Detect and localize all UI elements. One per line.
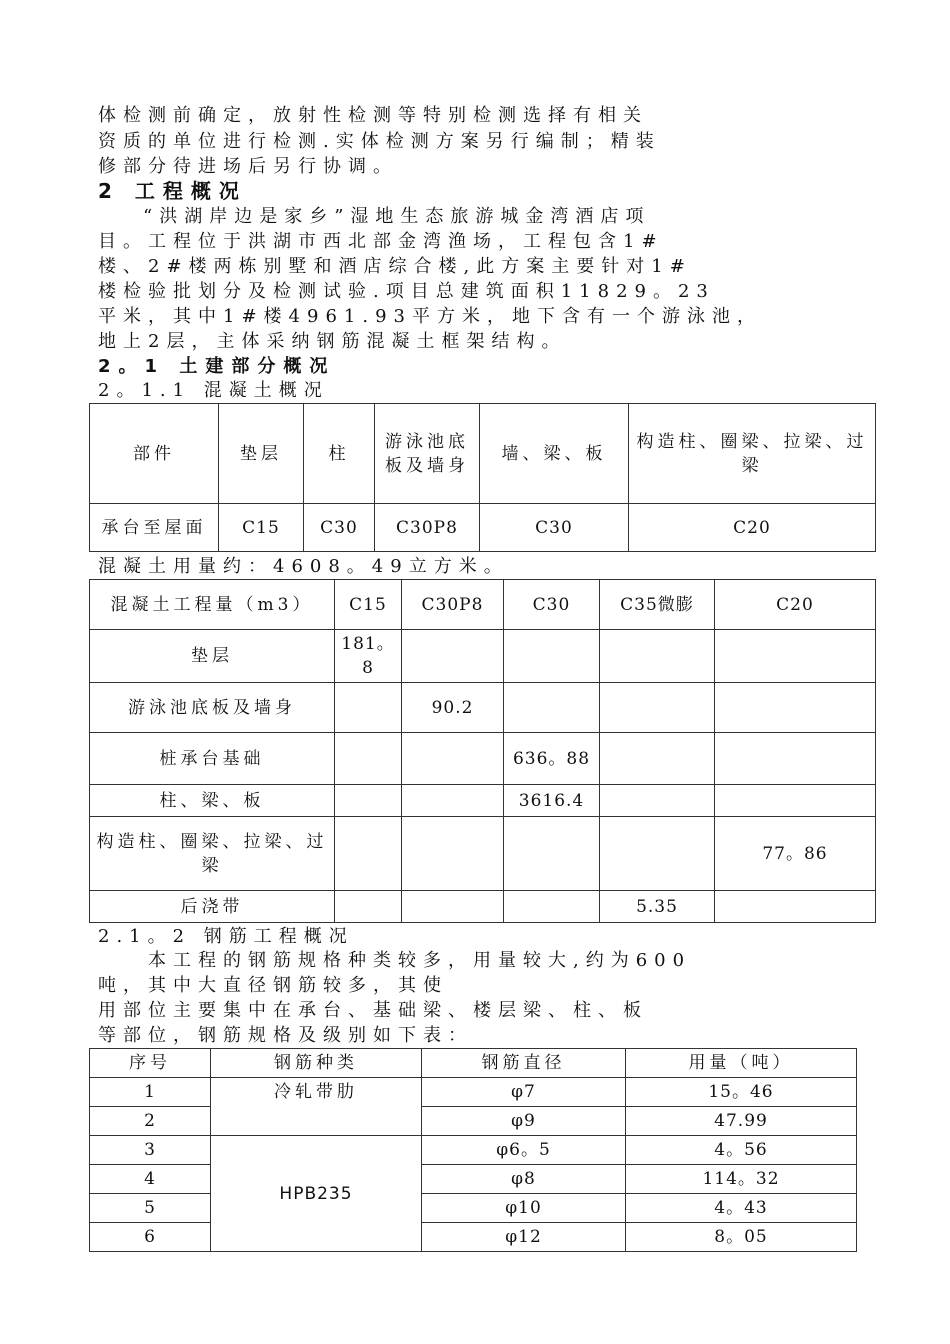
quantity-cell: 15。46 bbox=[626, 1078, 857, 1107]
intro-line-2: 资质的单位进行检测.实体检测方案另行编制；精装 bbox=[98, 131, 661, 152]
header-cell: 用量（吨） bbox=[626, 1049, 857, 1078]
section-2-1-1-title: 2。1.1 混凝土概况 bbox=[98, 380, 329, 401]
concrete-grade-table bbox=[89, 403, 876, 552]
header-cell: 垫层 bbox=[219, 404, 304, 504]
row-label: 桩承台基础 bbox=[90, 733, 335, 785]
table-row bbox=[90, 504, 876, 552]
rebar-line-1: 本工程的钢筋规格种类较多，用量较大,约为600 bbox=[148, 950, 692, 971]
table-cell bbox=[600, 785, 715, 817]
table-cell bbox=[504, 891, 600, 923]
intro-line-3: 修部分待进场后另行协调。 bbox=[98, 156, 398, 177]
table-cell: C15 bbox=[219, 504, 304, 552]
diameter-cell: φ6。5 bbox=[422, 1136, 626, 1165]
table-cell: 181。8 bbox=[335, 630, 402, 683]
table-cell bbox=[402, 733, 504, 785]
table-row bbox=[90, 733, 876, 785]
table-cell bbox=[715, 785, 876, 817]
header-cell: 序号 bbox=[90, 1049, 211, 1078]
concrete-quantity-table bbox=[89, 579, 876, 923]
table-cell: C30 bbox=[480, 504, 629, 552]
table-cell bbox=[335, 733, 402, 785]
quantity-cell: 114。32 bbox=[626, 1165, 857, 1194]
row-number: 2 bbox=[90, 1107, 211, 1136]
header-cell: 墙、梁、板 bbox=[480, 404, 629, 504]
row-number: 3 bbox=[90, 1136, 211, 1165]
diameter-cell: φ7 bbox=[422, 1078, 626, 1107]
table-cell bbox=[715, 683, 876, 733]
table-row bbox=[90, 1194, 857, 1223]
header-cell: C20 bbox=[715, 580, 876, 630]
row-label: 游泳池底板及墙身 bbox=[90, 683, 335, 733]
row-number: 1 bbox=[90, 1078, 211, 1107]
diameter-cell: φ12 bbox=[422, 1223, 626, 1252]
overview-line-3: 楼、2#楼两栋别墅和酒店综合楼,此方案主要针对1# bbox=[98, 256, 692, 277]
table-header-row bbox=[90, 1049, 857, 1078]
table-cell bbox=[600, 733, 715, 785]
section-2-title: 2 工程概况 bbox=[98, 179, 247, 203]
intro-line-1: 体检测前确定，放射性检测等特别检测选择有相关 bbox=[98, 105, 648, 126]
row-label: 柱、梁、板 bbox=[90, 785, 335, 817]
section-2-1-2-title: 2.1。2 钢筋工程概况 bbox=[98, 926, 354, 947]
quantity-cell: 4。43 bbox=[626, 1194, 857, 1223]
table-row bbox=[90, 1136, 857, 1165]
table-cell: 77。86 bbox=[715, 817, 876, 891]
header-cell: 混凝土工程量（m3） bbox=[90, 580, 335, 630]
quantity-cell: 4。56 bbox=[626, 1136, 857, 1165]
table-cell bbox=[715, 891, 876, 923]
header-cell: 钢筋直径 bbox=[422, 1049, 626, 1078]
table-cell bbox=[335, 817, 402, 891]
row-number: 6 bbox=[90, 1223, 211, 1252]
table-header-row bbox=[90, 404, 876, 504]
table-cell bbox=[600, 630, 715, 683]
diameter-cell: φ10 bbox=[422, 1194, 626, 1223]
table-cell: 承台至屋面 bbox=[90, 504, 219, 552]
table-cell bbox=[504, 683, 600, 733]
table-row bbox=[90, 1107, 857, 1136]
table-cell bbox=[715, 630, 876, 683]
overview-line-4: 楼检验批划分及检测试验.项目总建筑面积11829。23 bbox=[98, 281, 715, 302]
rebar-type-cell: 冷轧带肋 bbox=[211, 1078, 422, 1136]
rebar-line-3: 用部位主要集中在承台、基础梁、楼层梁、柱、板 bbox=[98, 1000, 648, 1021]
section-2-1-title: 2。1 土建部分概况 bbox=[98, 356, 336, 377]
table-cell bbox=[600, 817, 715, 891]
table-row bbox=[90, 630, 876, 683]
rebar-table bbox=[89, 1048, 857, 1252]
diameter-cell: φ8 bbox=[422, 1165, 626, 1194]
table-row bbox=[90, 1078, 857, 1107]
header-cell: 构造柱、圈梁、拉梁、过梁 bbox=[629, 404, 876, 504]
table-cell: C20 bbox=[629, 504, 876, 552]
table-row bbox=[90, 683, 876, 733]
header-cell: C15 bbox=[335, 580, 402, 630]
table-cell: C30 bbox=[304, 504, 375, 552]
header-cell: C30 bbox=[504, 580, 600, 630]
table-cell bbox=[402, 817, 504, 891]
table-cell: C30P8 bbox=[375, 504, 480, 552]
table-cell bbox=[504, 817, 600, 891]
overview-line-1: “洪湖岸边是家乡”湿地生态旅游城金湾酒店项 bbox=[143, 206, 651, 227]
quantity-cell: 8。05 bbox=[626, 1223, 857, 1252]
table-row bbox=[90, 1165, 857, 1194]
rebar-line-4: 等部位，钢筋规格及级别如下表： bbox=[98, 1025, 473, 1046]
concrete-total: 混凝土用量约：4608。49立方米。 bbox=[98, 556, 509, 577]
table-cell: 90.2 bbox=[402, 683, 504, 733]
row-number: 5 bbox=[90, 1194, 211, 1223]
table-header-row bbox=[90, 580, 876, 630]
header-cell: 钢筋种类 bbox=[211, 1049, 422, 1078]
table-cell bbox=[504, 630, 600, 683]
table-cell: 5.35 bbox=[600, 891, 715, 923]
table-row bbox=[90, 817, 876, 891]
diameter-cell: φ9 bbox=[422, 1107, 626, 1136]
header-cell: 部件 bbox=[90, 404, 219, 504]
row-number: 4 bbox=[90, 1165, 211, 1194]
header-cell: C30P8 bbox=[402, 580, 504, 630]
header-cell: C35微膨 bbox=[600, 580, 715, 630]
overview-line-5: 平米，其中1#楼4961.93平方米，地下含有一个游泳池， bbox=[98, 306, 762, 327]
table-cell bbox=[335, 683, 402, 733]
table-row bbox=[90, 891, 876, 923]
overview-line-6: 地上2层，主体采纳钢筋混凝土框架结构。 bbox=[98, 331, 567, 352]
rebar-line-2: 吨，其中大直径钢筋较多，其使 bbox=[98, 975, 448, 996]
table-cell bbox=[335, 785, 402, 817]
rebar-type-cell: HPB235 bbox=[211, 1136, 422, 1252]
row-label: 后浇带 bbox=[90, 891, 335, 923]
row-label: 构造柱、圈梁、拉梁、过梁 bbox=[90, 817, 335, 891]
table-cell bbox=[402, 630, 504, 683]
table-cell bbox=[715, 733, 876, 785]
table-row bbox=[90, 1223, 857, 1252]
table-cell bbox=[335, 891, 402, 923]
quantity-cell: 47.99 bbox=[626, 1107, 857, 1136]
header-cell: 游泳池底板及墙身 bbox=[375, 404, 480, 504]
row-label: 垫层 bbox=[90, 630, 335, 683]
table-cell: 636。88 bbox=[504, 733, 600, 785]
table-cell bbox=[402, 785, 504, 817]
overview-line-2: 目。工程位于洪湖市西北部金湾渔场，工程包含1# bbox=[98, 231, 664, 252]
table-row bbox=[90, 785, 876, 817]
table-cell: 3616.4 bbox=[504, 785, 600, 817]
header-cell: 柱 bbox=[304, 404, 375, 504]
table-cell bbox=[600, 683, 715, 733]
table-cell bbox=[402, 891, 504, 923]
